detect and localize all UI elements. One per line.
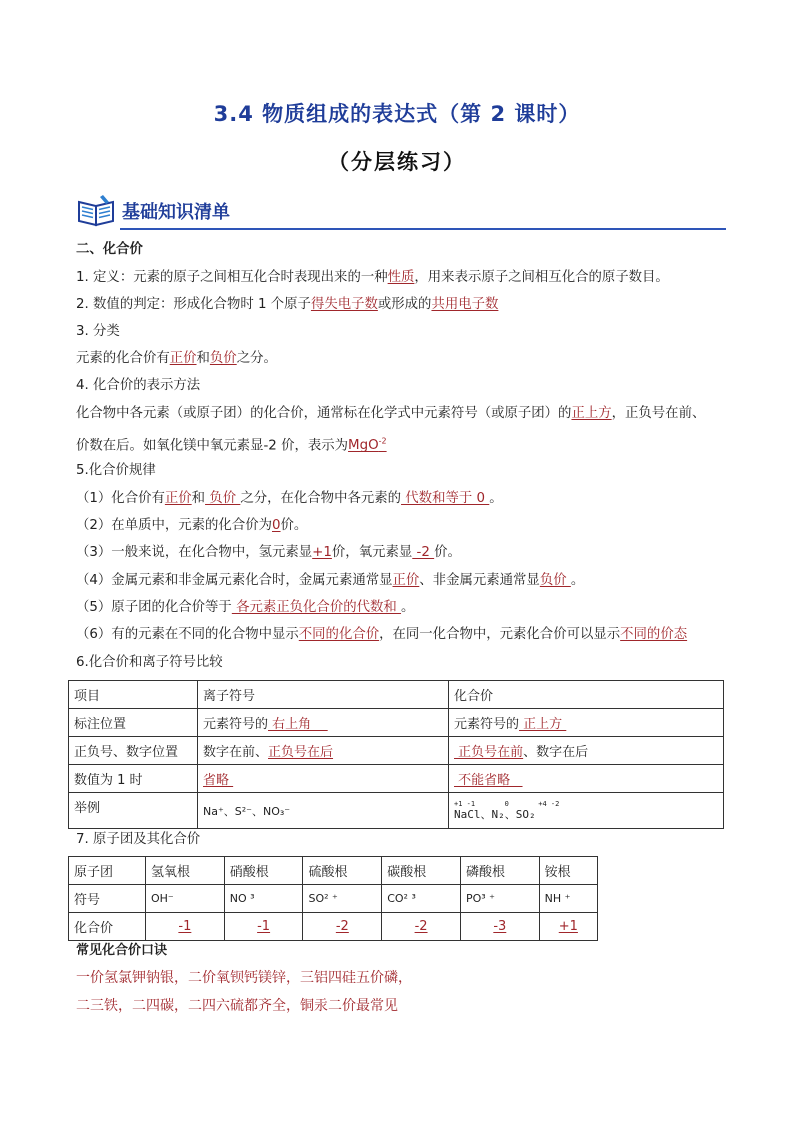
answer: 省略 (203, 773, 234, 788)
table-cell: 原子团 (69, 857, 146, 885)
answer: +1 (558, 919, 578, 934)
table-row (69, 765, 724, 793)
answer: 负价 (539, 573, 571, 588)
text: 价数在后。如氧化镁中氧元素显-2 价，表示为 (76, 438, 349, 454)
table-cell: 氢氧根 (146, 857, 225, 885)
compare-table (68, 680, 724, 829)
table-cell: 项目 (69, 681, 198, 709)
text: 元素符号的 (454, 717, 520, 732)
table-cell: 铵根 (539, 857, 597, 885)
text: 和 (196, 351, 210, 366)
answer-formula (348, 438, 387, 453)
table-cell (146, 913, 225, 941)
judge-line (76, 295, 498, 315)
rule-3 (76, 543, 461, 563)
text: （2）在单质中，元素的化合价为 (76, 518, 272, 533)
table-cell (382, 913, 461, 941)
text: （6）有的元素在不同的化合物中显示 (76, 627, 299, 642)
answer: 不能省略 (454, 773, 523, 788)
group-table (68, 856, 598, 941)
text: 、非金属元素通常显 (419, 573, 540, 588)
text: 之分，在化合物中各元素的 (240, 491, 402, 506)
text: ，在同一化合物中，元素化合价可以显示 (379, 627, 621, 642)
text: 数字在前、 (203, 745, 269, 760)
table-cell (449, 765, 724, 793)
compare-heading: 6.化合价和离子符号比较 (76, 655, 223, 670)
answer: 负价 (205, 491, 241, 506)
text: 2. 数值的判定：形成化合物时 1 个原子 (76, 297, 311, 312)
text: 价，氧元素显 (331, 545, 413, 560)
table-cell: 碳酸根 (382, 857, 461, 885)
formula: NaCl、N₂、SO₂ (454, 807, 536, 821)
table-cell: OH⁻ (146, 885, 225, 913)
table-cell: 化合价 (449, 681, 724, 709)
table-cell (198, 765, 449, 793)
text: （4）金属元素和非金属元素化合时，金属元素通常显 (76, 573, 393, 588)
banner-title: 基础知识清单 (122, 202, 230, 223)
table-cell (198, 737, 449, 765)
answer: 共用电子数 (431, 297, 499, 312)
table-cell (449, 709, 724, 737)
mnemonic-line-1: 一价氢氯钾钠银，二价氧钡钙镁锌，三铝四硅五价磷， (76, 970, 412, 986)
table-cell (449, 793, 724, 829)
answer: 不同的化合价 (298, 627, 380, 642)
rule-4 (76, 571, 584, 591)
answer: 正上方 (571, 406, 612, 421)
text: 元素的化合价有 (76, 351, 170, 366)
table-cell: NH ⁺ (539, 885, 597, 913)
table-cell (539, 913, 597, 941)
answer: -1 (257, 919, 271, 934)
page-title: 3.4 物质组成的表达式（第 2 课时） (213, 102, 581, 126)
text: 。 (401, 600, 415, 615)
text: 1. 定义：元素的原子之间相互化合时表现出来的一种 (76, 270, 388, 285)
answer: 负价 (209, 351, 237, 366)
table-cell: 化合价 (69, 913, 146, 941)
table-row (69, 913, 598, 941)
answer: 性质 (387, 270, 415, 285)
table-cell: 离子符号 (198, 681, 449, 709)
answer: 代数和等于 0 (401, 491, 490, 506)
table-cell: 标注位置 (69, 709, 198, 737)
answer: 正价 (392, 573, 420, 588)
classify-heading: 3. 分类 (76, 324, 120, 339)
table-cell (198, 709, 449, 737)
text: 或形成的 (377, 297, 432, 312)
text: 。 (489, 491, 503, 506)
section-heading: 二、化合价 (76, 242, 143, 257)
definition-line (76, 268, 669, 288)
table-cell: 硫酸根 (303, 857, 382, 885)
rules-heading: 5.化合价规律 (76, 463, 156, 478)
table-row (69, 885, 598, 913)
text: 元素符号的 (203, 717, 269, 732)
answer: +1 (312, 545, 332, 560)
answer: 右上角 (268, 717, 328, 732)
text: （5）原子团的化合价等于 (76, 600, 232, 615)
answer: 正负号在前 (454, 745, 524, 760)
table-cell: 举例 (69, 793, 198, 829)
rep-heading: 4. 化合价的表示方法 (76, 378, 201, 393)
answer: -1 (178, 919, 192, 934)
answer: 各元素正负化合价的代数和 (231, 600, 402, 615)
groups-heading: 7. 原子团及其化合价 (76, 832, 201, 847)
mnemonic-line-2: 二三铁，二四碳，二四六硫都齐全，铜汞二价最常见 (76, 998, 398, 1014)
text: 、数字在后 (523, 745, 589, 760)
table-cell (224, 913, 303, 941)
banner-underline (120, 228, 726, 230)
rule-1 (76, 489, 503, 509)
answer: -2 (412, 545, 435, 560)
table-row (69, 681, 724, 709)
rule-2 (76, 516, 307, 536)
table-row (69, 737, 724, 765)
formula-superscript: -2 (378, 437, 387, 446)
book-icon (76, 192, 118, 228)
answer: 正价 (169, 351, 197, 366)
table-cell: 硝酸根 (224, 857, 303, 885)
rep-line-2 (76, 432, 387, 456)
rule-6 (76, 625, 687, 645)
table-cell: 正负号、数字位置 (69, 737, 198, 765)
table-cell: Na⁺、S²⁻、NO₃⁻ (198, 793, 449, 829)
answer: -2 (414, 919, 428, 934)
section-banner (76, 190, 726, 232)
answer: -2 (335, 919, 349, 934)
page-subtitle: （分层练习） (328, 150, 466, 174)
mnemonic-title: 常见化合价口诀 (76, 943, 168, 958)
table-cell: PO³ ⁺ (460, 885, 539, 913)
table-row (69, 793, 724, 829)
table-cell: 数值为 1 时 (69, 765, 198, 793)
formula: MgO (348, 438, 379, 454)
text: 和 (191, 491, 206, 506)
answer: 正价 (164, 491, 192, 506)
table-row (69, 857, 598, 885)
text: （1）化合价有 (76, 491, 165, 506)
table-cell (303, 913, 382, 941)
table-cell (449, 737, 724, 765)
answer: 得失电子数 (310, 297, 378, 312)
answer: -3 (493, 919, 507, 934)
table-cell: SO² ⁺ (303, 885, 382, 913)
answer: 0 (272, 518, 281, 533)
text: ，用来表示原子之间相互化合的原子数目。 (414, 270, 669, 285)
table-cell: CO² ³ (382, 885, 461, 913)
table-cell: 符号 (69, 885, 146, 913)
text: 。 (570, 573, 585, 588)
answer: 正上方 (519, 717, 567, 732)
text: ，正负号在前、 (611, 406, 706, 421)
text: 价。 (434, 545, 461, 560)
table-cell: NO ³ (224, 885, 303, 913)
text: 之分。 (236, 351, 277, 366)
table-cell (460, 913, 539, 941)
answer: 正负号在后 (268, 745, 334, 760)
classify-line (76, 349, 277, 369)
text: 化合物中各元素（或原子团）的化合价，通常标在化学式中元素符号（或原子团）的 (76, 406, 572, 421)
table-row (69, 709, 724, 737)
text: 价。 (280, 518, 308, 533)
rep-line-1 (76, 404, 705, 424)
table-cell: 磷酸根 (460, 857, 539, 885)
rule-5 (76, 598, 414, 618)
text: （3）一般来说，在化合物中，氢元素显 (76, 545, 313, 560)
valence-marks: +1 -1 0 +4 -2 (454, 799, 560, 808)
answer: 不同的价态 (620, 627, 688, 642)
